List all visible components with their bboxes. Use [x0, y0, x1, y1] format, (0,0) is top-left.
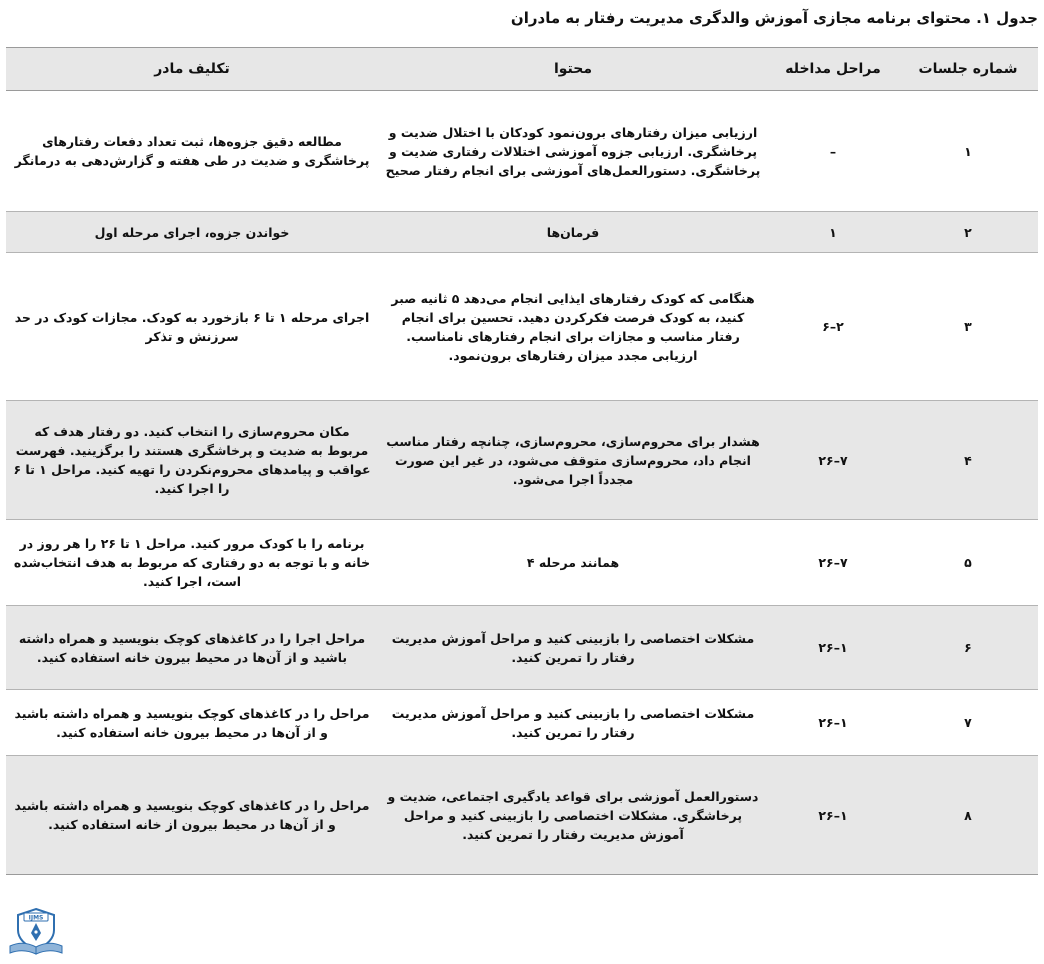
cell-session: ۱ [898, 91, 1038, 212]
header-session: شماره جلسات [898, 48, 1038, 91]
header-content: محتوا [378, 48, 768, 91]
cell-stages: ۲–۶ [768, 253, 898, 401]
cell-task: مطالعه دقیق جزوه‌ها، ثبت تعداد دفعات رفتارهای پرخاشگری و ضدیت در طی هفته و گزارش‌دهی به درمانگر [6, 91, 378, 212]
cell-task: مراحل را در کاغذهای کوچک بنویسید و همراه داشته باشید و از آن‌ها در محیط بیرون خانه استفاده کنید. [6, 690, 378, 756]
journal-logo [4, 906, 68, 958]
header-row [6, 48, 1038, 91]
table-row [6, 91, 1038, 212]
cell-session: ۶ [898, 606, 1038, 690]
table-row [6, 520, 1038, 606]
cell-session: ۸ [898, 756, 1038, 875]
table-row [6, 690, 1038, 756]
cell-session: ۵ [898, 520, 1038, 606]
cell-task: خواندن جزوه، اجرای مرحله اول [6, 212, 378, 253]
table-row [6, 756, 1038, 875]
cell-stages: ۱–۲۶ [768, 606, 898, 690]
cell-session: ۷ [898, 690, 1038, 756]
cell-content: مشکلات اختصاصی را بازبینی کنید و مراحل آموزش مدیریت رفتار را تمرین کنید. [378, 690, 768, 756]
cell-content: دستورالعمل آموزشی برای قواعد یادگیری اجتماعی، ضدیت و پرخاشگری. مشکلات اختصاصی را بازبینی کنید و مراحل آموزش مدیریت رفتار را تمرین کنید. [378, 756, 768, 875]
svg-text:IJMS: IJMS [28, 914, 44, 922]
cell-session: ۲ [898, 212, 1038, 253]
cell-stages: ۱–۲۶ [768, 690, 898, 756]
cell-content: هنگامی که کودک رفتارهای ایذایی انجام می‌دهد ۵ ثانیه صبر کنید، به کودک فرصت فکرکردن دهید. تحسین برای انجام رفتار مناسب و مجازات برای انجام رفتارهای نامناسب. ارزیابی مجدد میزان رفتارهای برون‌نمود. [378, 253, 768, 401]
cell-content: ارزیابی میزان رفتارهای برون‌نمود کودکان با اختلال ضدیت و پرخاشگری. ارزیابی جزوه آموزشی اختلالات رفتاری ضدیت و پرخاشگری. دستورالعمل‌های آموزشی برای انجام رفتار صحیح [378, 91, 768, 212]
cell-stages: ۱ [768, 212, 898, 253]
cell-stages: ۷–۲۶ [768, 401, 898, 520]
cell-task: برنامه را با کودک مرور کنید. مراحل ۱ تا ۲۶ را هر روز در خانه و با توجه به دو رفتاری که مربوط به هدف انتخاب‌شده است، اجرا کنید. [6, 520, 378, 606]
cell-stages: ۷–۲۶ [768, 520, 898, 606]
table-row [6, 401, 1038, 520]
cell-task: مراحل اجرا را در کاغذهای کوچک بنویسید و همراه داشته باشید و از آن‌ها در محیط بیرون خانه استفاده کنید. [6, 606, 378, 690]
cell-session: ۴ [898, 401, 1038, 520]
journal-logo-icon [4, 906, 68, 958]
cell-content: همانند مرحله ۴ [378, 520, 768, 606]
cell-stages: – [768, 91, 898, 212]
cell-content: فرمان‌ها [378, 212, 768, 253]
content-table [6, 47, 1038, 875]
table-row [6, 253, 1038, 401]
cell-task: مراحل را در کاغذهای کوچک بنویسید و همراه داشته باشید و از آن‌ها در محیط بیرون از خانه استفاده کنید. [6, 756, 378, 875]
cell-session: ۳ [898, 253, 1038, 401]
table-row [6, 212, 1038, 253]
table-caption: جدول ۱. محتوای برنامه مجازی آموزش والدگری مدیریت رفتار به مادران [510, 9, 1038, 27]
cell-content: مشکلات اختصاصی را بازبینی کنید و مراحل آموزش مدیریت رفتار را تمرین کنید. [378, 606, 768, 690]
header-task: تکلیف مادر [6, 48, 378, 91]
cell-task: مکان محروم‌سازی را انتخاب کنید. دو رفتار هدف که مربوط به ضدیت و پرخاشگری هستند را برگزینید. فهرست عواقب و پیامدهای محروم‌نکردن را تهیه کنید. مراحل ۱ تا ۶ را اجرا کنید. [6, 401, 378, 520]
cell-content: هشدار برای محروم‌سازی، محروم‌سازی، چنانچه رفتار مناسب انجام داد، محروم‌سازی متوقف می‌شود، در غیر این صورت مجدداً اجرا می‌شود. [378, 401, 768, 520]
table-row [6, 606, 1038, 690]
cell-stages: ۱–۲۶ [768, 756, 898, 875]
header-stages: مراحل مداخله [768, 48, 898, 91]
cell-task: اجرای مرحله ۱ تا ۶ بازخورد به کودک. مجازات کودک در حد سرزنش و تذکر [6, 253, 378, 401]
